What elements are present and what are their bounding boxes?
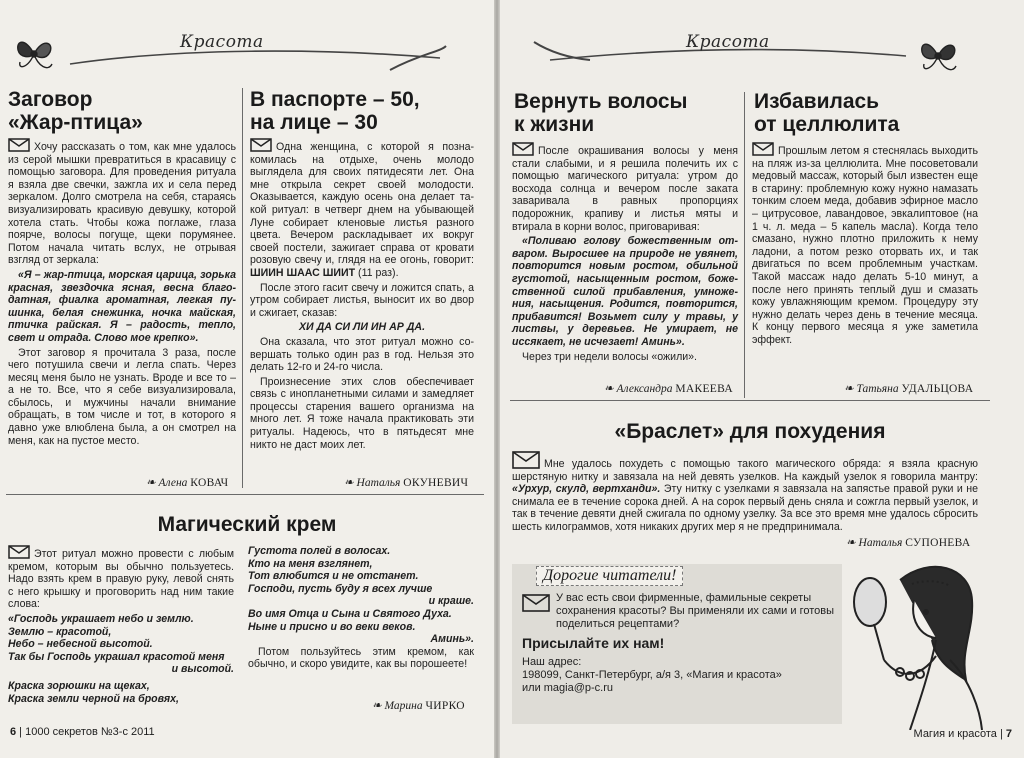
article-title: Избавилась от целлюлита: [754, 90, 900, 136]
article-title: Магический крем: [157, 513, 337, 536]
envelope-icon: [752, 142, 774, 156]
column-divider: [242, 88, 243, 488]
page-footer: 6 | 1000 секретов №3-с 2011: [10, 726, 155, 738]
section-title: Красота: [686, 32, 770, 52]
article-title: «Браслет» для похудения: [614, 420, 886, 443]
article-body: Этот ритуал можно провести с любым кремом, которым вы обычно пользуетесь. Надо взять крем в правую руку, левой снять с него крышку и проговорить над ним такие слова: «Господь украшает небо и землю. Землю – красотой, Небо – небесной высотой. Так бы Господь украшал красотой меня и высотой. Краска зорюшки на щеках, Краска земли черной на бровях,: [8, 545, 234, 705]
article-body: Густота полей в волосах. Кто на меня взглянет, Тот влюбится и не отстанет. Господи, пусть буду я всех лучше и краше. Во имя Отца и Сына и Святого Духа. Ныне и присно и во веки веков. Аминь». Потом пользуйтесь этим кремом, как обычно, и скоро увидите, как вы порошеете!: [248, 545, 474, 671]
article-body: Одна женщина, с которой я познакомилась на отдыхе, очень молодо выглядела для своих пятидесяти лет. Она мне открыла секрет своей молодости. Оказывается, каждую осень она делает такой ритуал: в четверг днем на убывающей Луне собирает кленовые листья разного цвета. Вечером раскладывает их вокруг своей постели, зажигает справа от кровати розовую свечу и, глядя на ее огонь, говорит: ШИИН ШААС ШИИТ (11 раз). После этого гасит свечу и ложится спать, а утром собирает листья, выносит их во двор и сжигает, сказав: ХИ ДА СИ ЛИ ИН АР ДА. Она сказала, что этот ритуал можно совершать только один раз в год. Нельзя это делать 12-го и 24-го числа. Произнесение этих слов обеспечивает связь с инопланетными силами и замедляет процессы старения вашего организма на много лет. Я тоже начала практиковать эти ритуалы. Надеюсь, что в пятьдесят мне никто не даст моих лет.: [250, 138, 474, 453]
email-link[interactable]: или magia@p-c.ru: [522, 682, 614, 694]
readers-box-text: У вас есть свои фирменные, фамильные секреты сохранения красоты? Вы применяли их сами и готовы поделиться рецептами? Присылайте их нам! Наш адрес: 198099, Санкт-Петербург, а/я 3, «Магия и красота» или magia@p-c.ru: [522, 592, 838, 695]
author-signature: ❧ Татьяна УДАЛЬЦОВА: [844, 383, 974, 395]
article-title: В паспорте – 50, на лице – 30: [250, 88, 420, 134]
section-divider: [510, 400, 990, 401]
article-title: Вернуть волосы к жизни: [514, 90, 688, 136]
author-signature: ❧ Наталья ОКУНЕВИЧ: [344, 477, 469, 489]
envelope-icon: [512, 142, 534, 156]
envelope-icon: [8, 138, 30, 152]
readers-box-tag: Дорогие читатели!: [536, 566, 683, 586]
column-divider: [744, 92, 745, 398]
page-footer: Магия и красота | 7: [913, 728, 1012, 740]
flower-ornament-icon: [912, 30, 964, 82]
section-divider: [6, 494, 484, 495]
readers-cta: Присылайте их нам!: [522, 635, 665, 651]
article-body: Мне удалось похудеть с помощью такого магического обряда: я взяла красную шерстяную нитку и завязала на ней девять узелков. На каждый узелок я говорила мантру: «Урхур, скулд, вертханди». Эту нитку с узелками я завязала на запястье правой руки и не снимала ее в течение сорока дней. А на сорок первый день сняла и сожгла первый узелок, и так в течение девяти дней сжигала по одному узелку. За все это время мне удалось сбросить шесть килограммов, хотя никаких других мер я не предпринимала.: [512, 451, 978, 536]
left-page: [0, 0, 494, 758]
author-signature: ❧ Марина ЧИРКО: [372, 700, 465, 712]
author-signature: ❧ Александра МАКЕЕВА: [604, 383, 733, 395]
article-body: Хочу рассказать о том, как мне удалось из серой мышки превратиться в красавицу с помощью заговора. Для проведения ритуала я взяла две свечки, зажгла их и села перед зеркалом. Долго смотрела на себя, стараясь визуализировать красивую девушку, которой хотела стать. Чтобы кожа поглаже, глаза поярче, волосы погуще, щеки порумянее. Потом начала читать вслух, не отрывая взгляд от зеркала: «Я – жар-птица, морская царица, зорька красная, звездочка ясная, весна благодатная, фиалка ароматная, легкая пушинка, белая снежинка, ночка майская, птичка райская. Я – радость, тепло, свет и отрада. Слово мое крепко». Этот заговор я прочитала 3 раза, после чего потушила свечи и легла спать. Через месяц меня было не узнать. Вроде и все то – а не то. Все, что я себе визуализировала, сбылось, и мужчины начали внимание обращать, в том числе и тот, в которого я давно уже влюблена была, а он смотрел на меня, как на пустое место.: [8, 138, 236, 449]
flower-ornament-icon: [8, 28, 60, 80]
article-title: Заговор «Жар-птица»: [8, 88, 143, 134]
lady-with-mirror-illustration: [840, 560, 990, 730]
envelope-icon: [8, 545, 30, 559]
envelope-icon: [522, 594, 550, 612]
article-body: Прошлым летом я стеснялась выходить на пляж из-за целлюлита. Мне посоветовали медовый массаж, который был известен еще в старину: проблемную кожу нужно намазать тонким слоем меда, добавив эфирное масло – цитрусовое, лавандовое, эвкалиптовое (на 1 ч. л. меда – 5 капель масла). Когда тело смазано, нужно плотно приложить к нему ладони, а потом резко оторвать их, и так двигаться по всем проблемным участкам. Такой массаж надо делать 5-10 минут, а после него принять теплый душ и смазать кожу увлажняющим кремом. Процедуру эту нужно делать через день в течение месяца. К концу первого месяца я уже заметила эффект.: [752, 142, 978, 349]
envelope-icon: [512, 451, 540, 469]
envelope-icon: [250, 138, 272, 152]
author-signature: ❧ Алена КОВАЧ: [146, 477, 229, 489]
author-signature: ❧ Наталья СУПОНЕВА: [846, 537, 971, 549]
section-title: Красота: [180, 32, 264, 52]
article-body: После окрашивания волосы у меня стали слабыми, и я решила полечить их с помощью магического ритуала: утром до восхода солнца и вечером после заката заваривала в равных пропорциях подорожник, крапиву и листья мяты и втирала в корни волос, приговаривая: «Поливаю голову божественным отваром. Выросшее на природе не увянет, повторится новым ростом, обильной густотой, насыщенным ростом, божественной силой прибавления, умножения, насыщения. Родится, повторится, прибавится! Возьмет силу у травы, у листвы, у деревьев. Не умирает, не иссякает, не исчезает! Аминь». Через три недели волосы «ожили».: [512, 142, 738, 365]
